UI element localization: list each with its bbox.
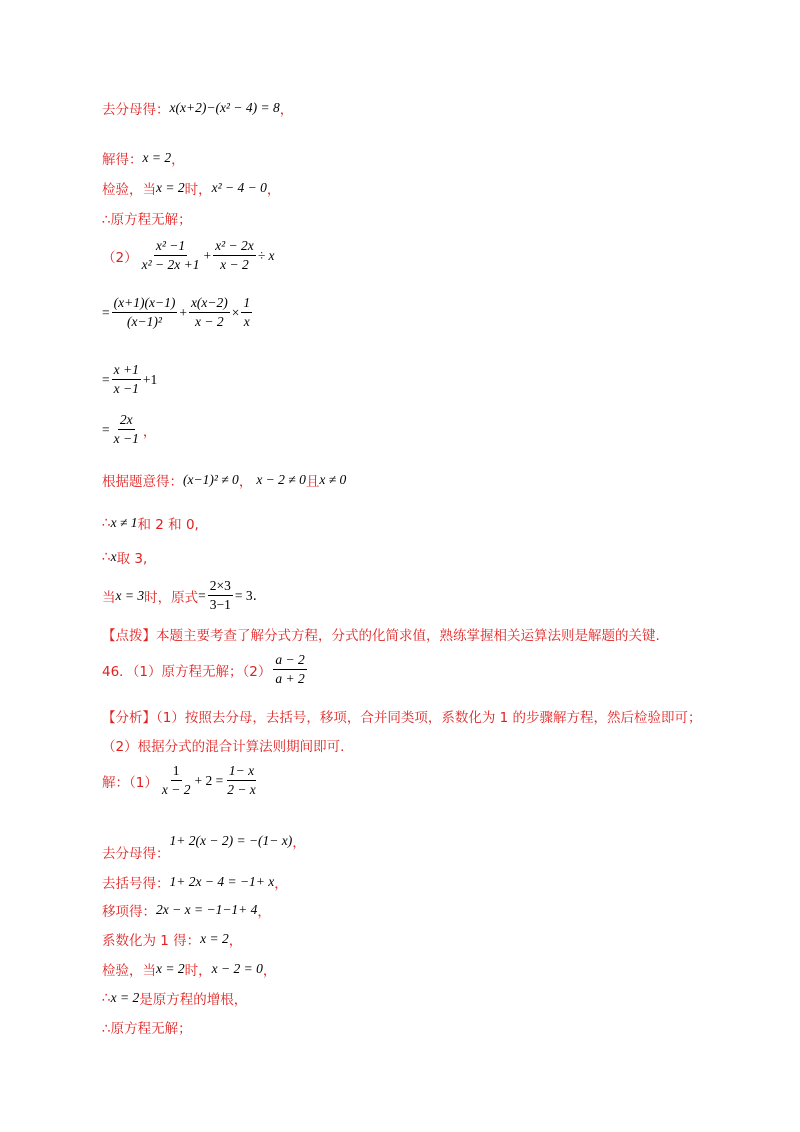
fraction (189, 295, 230, 330)
numerator: x(x−2) (189, 295, 230, 313)
step-label: 去分母得： (102, 102, 170, 118)
equation: (x−1)² ≠ 0 (183, 472, 239, 487)
punct: ， (238, 474, 253, 490)
equation: x(x+2)−(x² − 4) = 8 (169, 100, 280, 115)
operator: + 2 = (194, 772, 224, 788)
equation: 2x − x = −1−1+ 4 (156, 902, 258, 917)
denominator: 2 − x (227, 782, 256, 797)
therefore: ∴ (102, 549, 111, 565)
line-coefficient (102, 929, 242, 949)
equals: = (102, 371, 110, 387)
equation: x ≠ 0 (319, 472, 347, 487)
equation: 1+ 2x − 4 = −1+ x (169, 874, 275, 889)
line-check (102, 178, 280, 198)
tip-text: 【点拨】本题主要考查了解分式方程，分式的化简求值，熟练掌握相关运算法则是解题的关键. (102, 628, 660, 644)
line-remove-brackets (102, 872, 288, 892)
punct: ， (292, 835, 306, 851)
line-transpose (102, 900, 271, 920)
punct: ， (262, 963, 277, 979)
fraction (225, 763, 258, 798)
text: 时， (184, 182, 212, 198)
line-check-2 (102, 959, 276, 979)
denominator: x − 2 (195, 314, 224, 329)
punct: . (252, 587, 257, 604)
equation: x = 2 (110, 990, 140, 1005)
step-label: 检验，当 (102, 963, 156, 979)
text: 是原方程的增根， (139, 992, 248, 1008)
denominator: (x−1)² (127, 314, 162, 329)
equation: x = 2 (156, 180, 185, 195)
variable: x (110, 549, 117, 564)
fraction (140, 238, 202, 273)
line-exclusions (102, 513, 199, 533)
denominator: x −1 (113, 381, 139, 396)
line-analysis-2 (102, 735, 344, 755)
fraction (241, 295, 252, 330)
step-label: 系数化为 1 得： (102, 933, 201, 949)
line-factor (102, 295, 254, 330)
fraction (112, 362, 141, 397)
conclusion-text: ∴原方程无解； (102, 212, 192, 228)
numerator: 1 (171, 763, 182, 781)
equation: x ≠ 1 (110, 515, 138, 530)
operator: × (231, 304, 240, 320)
text: 当 (102, 589, 116, 606)
denominator: x −1 (113, 431, 139, 446)
denominator: x − 2 (161, 782, 191, 797)
line-no-solution (102, 208, 192, 228)
text: 时， (184, 963, 212, 979)
operator: + (179, 304, 187, 320)
numerator: x² −1 (154, 238, 187, 256)
therefore: ∴ (102, 515, 111, 531)
term: +1 (142, 371, 158, 387)
punct: ， (228, 933, 243, 949)
step-label: 检验，当 (102, 182, 156, 198)
numerator: 2×3 (208, 578, 233, 596)
line-clear-denominator (102, 98, 293, 118)
denominator: x − 2 (220, 257, 249, 272)
line-part2-expression (102, 238, 275, 273)
fraction (112, 412, 141, 447)
punct: ， (257, 904, 271, 920)
numerator: 2x (118, 412, 135, 430)
punct: ， (274, 876, 288, 892)
fraction (273, 652, 306, 687)
fraction (112, 295, 178, 330)
denominator: a + 2 (275, 671, 305, 686)
equation: x − 2 = 0 (211, 961, 263, 976)
text: 取 3, (116, 551, 148, 567)
equals: = (198, 587, 206, 603)
analysis-text: （2）根据分式的混合计算法则期间即可. (102, 739, 345, 755)
punct: ， (266, 182, 281, 198)
line-result (102, 412, 156, 447)
step-label: 移项得： (102, 904, 156, 920)
equation: x = 2 (200, 931, 229, 946)
punct: ， (142, 423, 157, 440)
line-conditions (102, 470, 346, 490)
step-label: 解得： (102, 152, 143, 168)
operator: ÷ x (257, 247, 275, 263)
line-solution-equation (102, 763, 260, 798)
fraction (213, 238, 256, 273)
numerator: 1− x (227, 763, 256, 781)
analysis-text: 【分析】（1）按照去分母，去括号，移项，合并同类项，系数化为 1 的步骤解方程，然后检验即可； (102, 710, 702, 726)
line-tip (102, 624, 660, 644)
conclusion-text: ∴原方程无解； (102, 1021, 192, 1037)
therefore: ∴ (102, 990, 111, 1006)
numerator: 1 (241, 295, 252, 313)
denominator: 3−1 (209, 597, 231, 612)
fraction (208, 578, 233, 613)
equation: x = 2 (156, 961, 185, 976)
value: = 3 (234, 587, 253, 603)
equation: x − 2 ≠ 0 (256, 472, 306, 487)
line-choose-x (102, 547, 147, 567)
numerator: x +1 (112, 362, 141, 380)
equals: = (102, 304, 110, 320)
text: 且 (305, 474, 320, 490)
punct: ， (171, 152, 185, 168)
step-label: 去分母得： (102, 846, 170, 862)
step-label: （2） (102, 249, 138, 266)
step-label: 根据题意得： (102, 474, 183, 490)
operator: + (203, 247, 212, 263)
line-no-solution-2 (102, 1017, 192, 1037)
line-solve (102, 148, 185, 168)
equals: = (102, 421, 110, 437)
equation: x² − 4 − 0 (211, 180, 267, 195)
equation: x = 2 (142, 150, 172, 165)
punct: ， (279, 102, 294, 118)
equation: 1+ 2(x − 2) = −(1− x) (169, 833, 293, 848)
numerator: (x+1)(x−1) (112, 295, 178, 313)
denominator: x (243, 314, 250, 329)
numerator: a − 2 (273, 652, 306, 670)
step-label: 解：（1） (102, 774, 158, 791)
line-extraneous-root (102, 988, 247, 1008)
line-analysis-1 (102, 706, 702, 726)
text: 和 2 和 0, (137, 517, 199, 533)
line-evaluate (102, 578, 257, 613)
equation: x = 3 (115, 587, 145, 603)
numerator: x² − 2x (213, 238, 256, 256)
answer-label: 46．（1）原方程无解；（2） (102, 663, 272, 680)
step-label: 去括号得： (102, 876, 170, 892)
fraction (160, 763, 193, 798)
line-clear-denominator-2 (102, 820, 306, 862)
line-simplify (102, 362, 157, 397)
denominator: x² − 2x +1 (141, 257, 200, 272)
text: 时，原式 (144, 589, 199, 606)
line-answer-46 (102, 652, 309, 687)
